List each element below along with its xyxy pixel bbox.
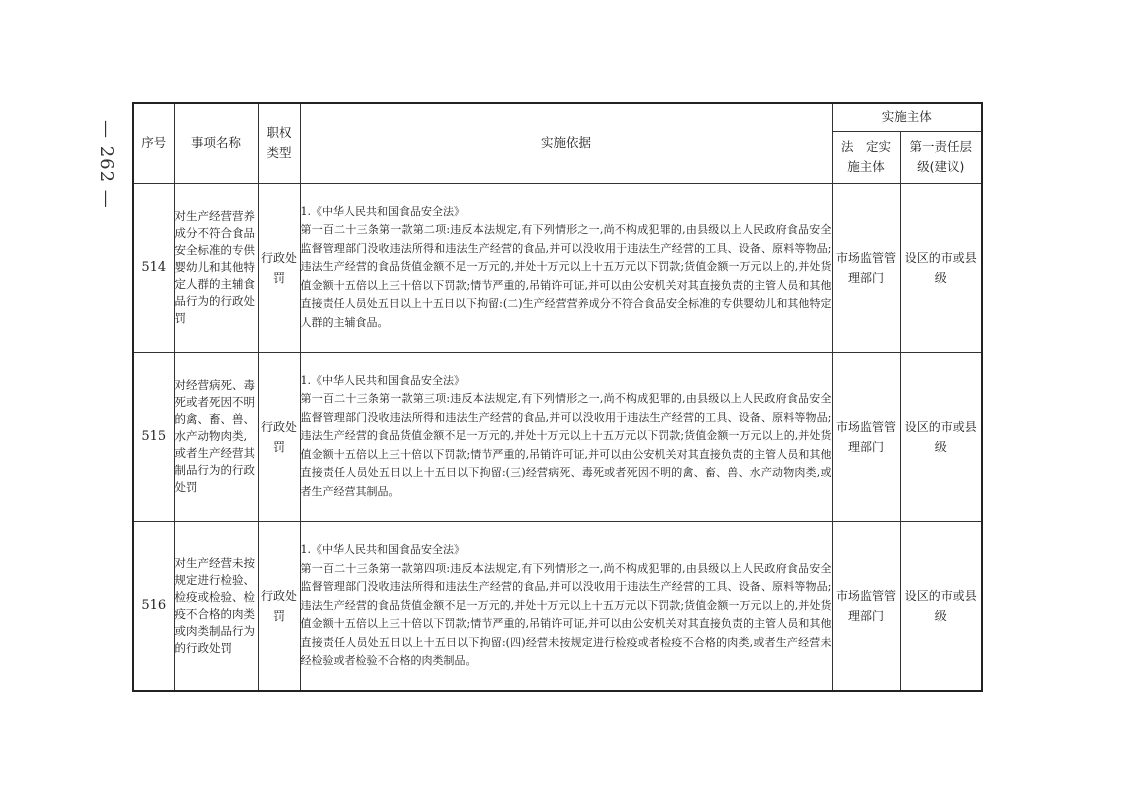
header-type: 职权类型 [258, 103, 300, 183]
row-basis [300, 183, 832, 352]
header-subject-group: 实施主体 [832, 103, 982, 131]
row-legal-subject: 市场监管管理部门 [832, 352, 900, 521]
table-row [133, 183, 982, 352]
table-row [133, 521, 982, 691]
row-seq: 515 [133, 352, 174, 521]
header-level: 第一责任层级(建议) [900, 131, 982, 183]
row-level: 设区的市或县级 [900, 521, 982, 691]
basis-text: 第一百二十三条第一款第二项:违反本法规定,有下列情形之一,尚不构成犯罪的,由县级以上人民政府食品安全监督管理部门没收违法所得和违法生产经营的食品,并可以没收用于违法生产经营的工具、设备、原料等物品;违法生产经营的食品货值金额不足一万元的,并处十万元以上十五万元以下罚款;货值金额一万元以上的,并处货值金额十五倍以上三十倍以下罚款;情节严重的,吊销许可证,并可以由公安机关对其直接负责的主管人员和其他直接责任人员处五日以上十五日以下拘留:(二)生产经营营养成分不符合食品安全标准的专供婴幼儿和其他特定人群的主辅食品。 [300, 223, 832, 329]
row-item-name: 对经营病死、毒死或者死因不明的禽、畜、兽、水产动物肉类,或者生产经营其制品行为的行政处罚 [174, 352, 258, 521]
row-power-type: 行政处罚 [258, 183, 300, 352]
row-power-type: 行政处罚 [258, 521, 300, 691]
row-level: 设区的市或县级 [900, 183, 982, 352]
header-name: 事项名称 [174, 103, 258, 183]
row-legal-subject: 市场监管管理部门 [832, 521, 900, 691]
row-item-name: 对生产经营营养成分不符合食品安全标准的专供婴幼儿和其他特定人群的主辅食品行为的行政处罚 [174, 183, 258, 352]
basis-text: 第一百二十三条第一款第四项:违反本法规定,有下列情形之一,尚不构成犯罪的,由县级以上人民政府食品安全监督管理部门没收违法所得和违法生产经营的食品,并可以没收用于违法生产经营的工具、设备、原料等物品;违法生产经营的食品货值金额不足一万元的,并处十万元以上十五万元以下罚款;货值金额一万元以上的,并处货值金额十五倍以上三十倍以下罚款;情节严重的,吊销许可证,并可以由公安机关对其直接负责的主管人员和其他直接责任人员处五日以上十五日以下拘留:(四)经营未按规定进行检疫或者检疫不合格的肉类,或者生产经营未经检验或者检验不合格的肉类制品。 [300, 561, 832, 668]
row-legal-subject: 市场监管管理部门 [832, 183, 900, 352]
page-number: — 262 — [96, 120, 117, 209]
row-power-type: 行政处罚 [258, 352, 300, 521]
basis-text: 第一百二十三条第一款第三项:违反本法规定,有下列情形之一,尚不构成犯罪的,由县级以上人民政府食品安全监督管理部门没收违法所得和违法生产经营的食品,并可以没收用于违法生产经营的工具、设备、原料等物品;违法生产经营的食品货值金额不足一万元的,并处十万元以上十五万元以下罚款;货值金额一万元以上的,并处货值金额十五倍以上三十倍以下罚款;情节严重的,吊销许可证,并可以由公安机关对其直接负责的主管人员和其他直接责任人员处五日以上十五日以下拘留:(三)经营病死、毒死或者死因不明的禽、畜、兽、水产动物肉类,或者生产经营其制品。 [300, 392, 832, 498]
row-basis [300, 352, 832, 521]
header-basis: 实施依据 [300, 103, 832, 183]
basis-law-title: 1.《中华人民共和国食品安全法》 [300, 204, 465, 218]
enforcement-table [132, 102, 983, 692]
row-level: 设区的市或县级 [900, 352, 982, 521]
row-basis [300, 521, 832, 691]
header-legal-subject: 法 定实施主体 [832, 131, 900, 183]
basis-law-title: 1.《中华人民共和国食品安全法》 [300, 373, 465, 387]
table-row [133, 352, 982, 521]
row-seq: 516 [133, 521, 174, 691]
header-seq: 序号 [133, 103, 174, 183]
row-seq: 514 [133, 183, 174, 352]
basis-law-title: 1.《中华人民共和国食品安全法》 [300, 543, 465, 557]
row-item-name: 对生产经营未按规定进行检验、检疫或检验、检疫不合格的肉类或肉类制品行为的行政处罚 [174, 521, 258, 691]
